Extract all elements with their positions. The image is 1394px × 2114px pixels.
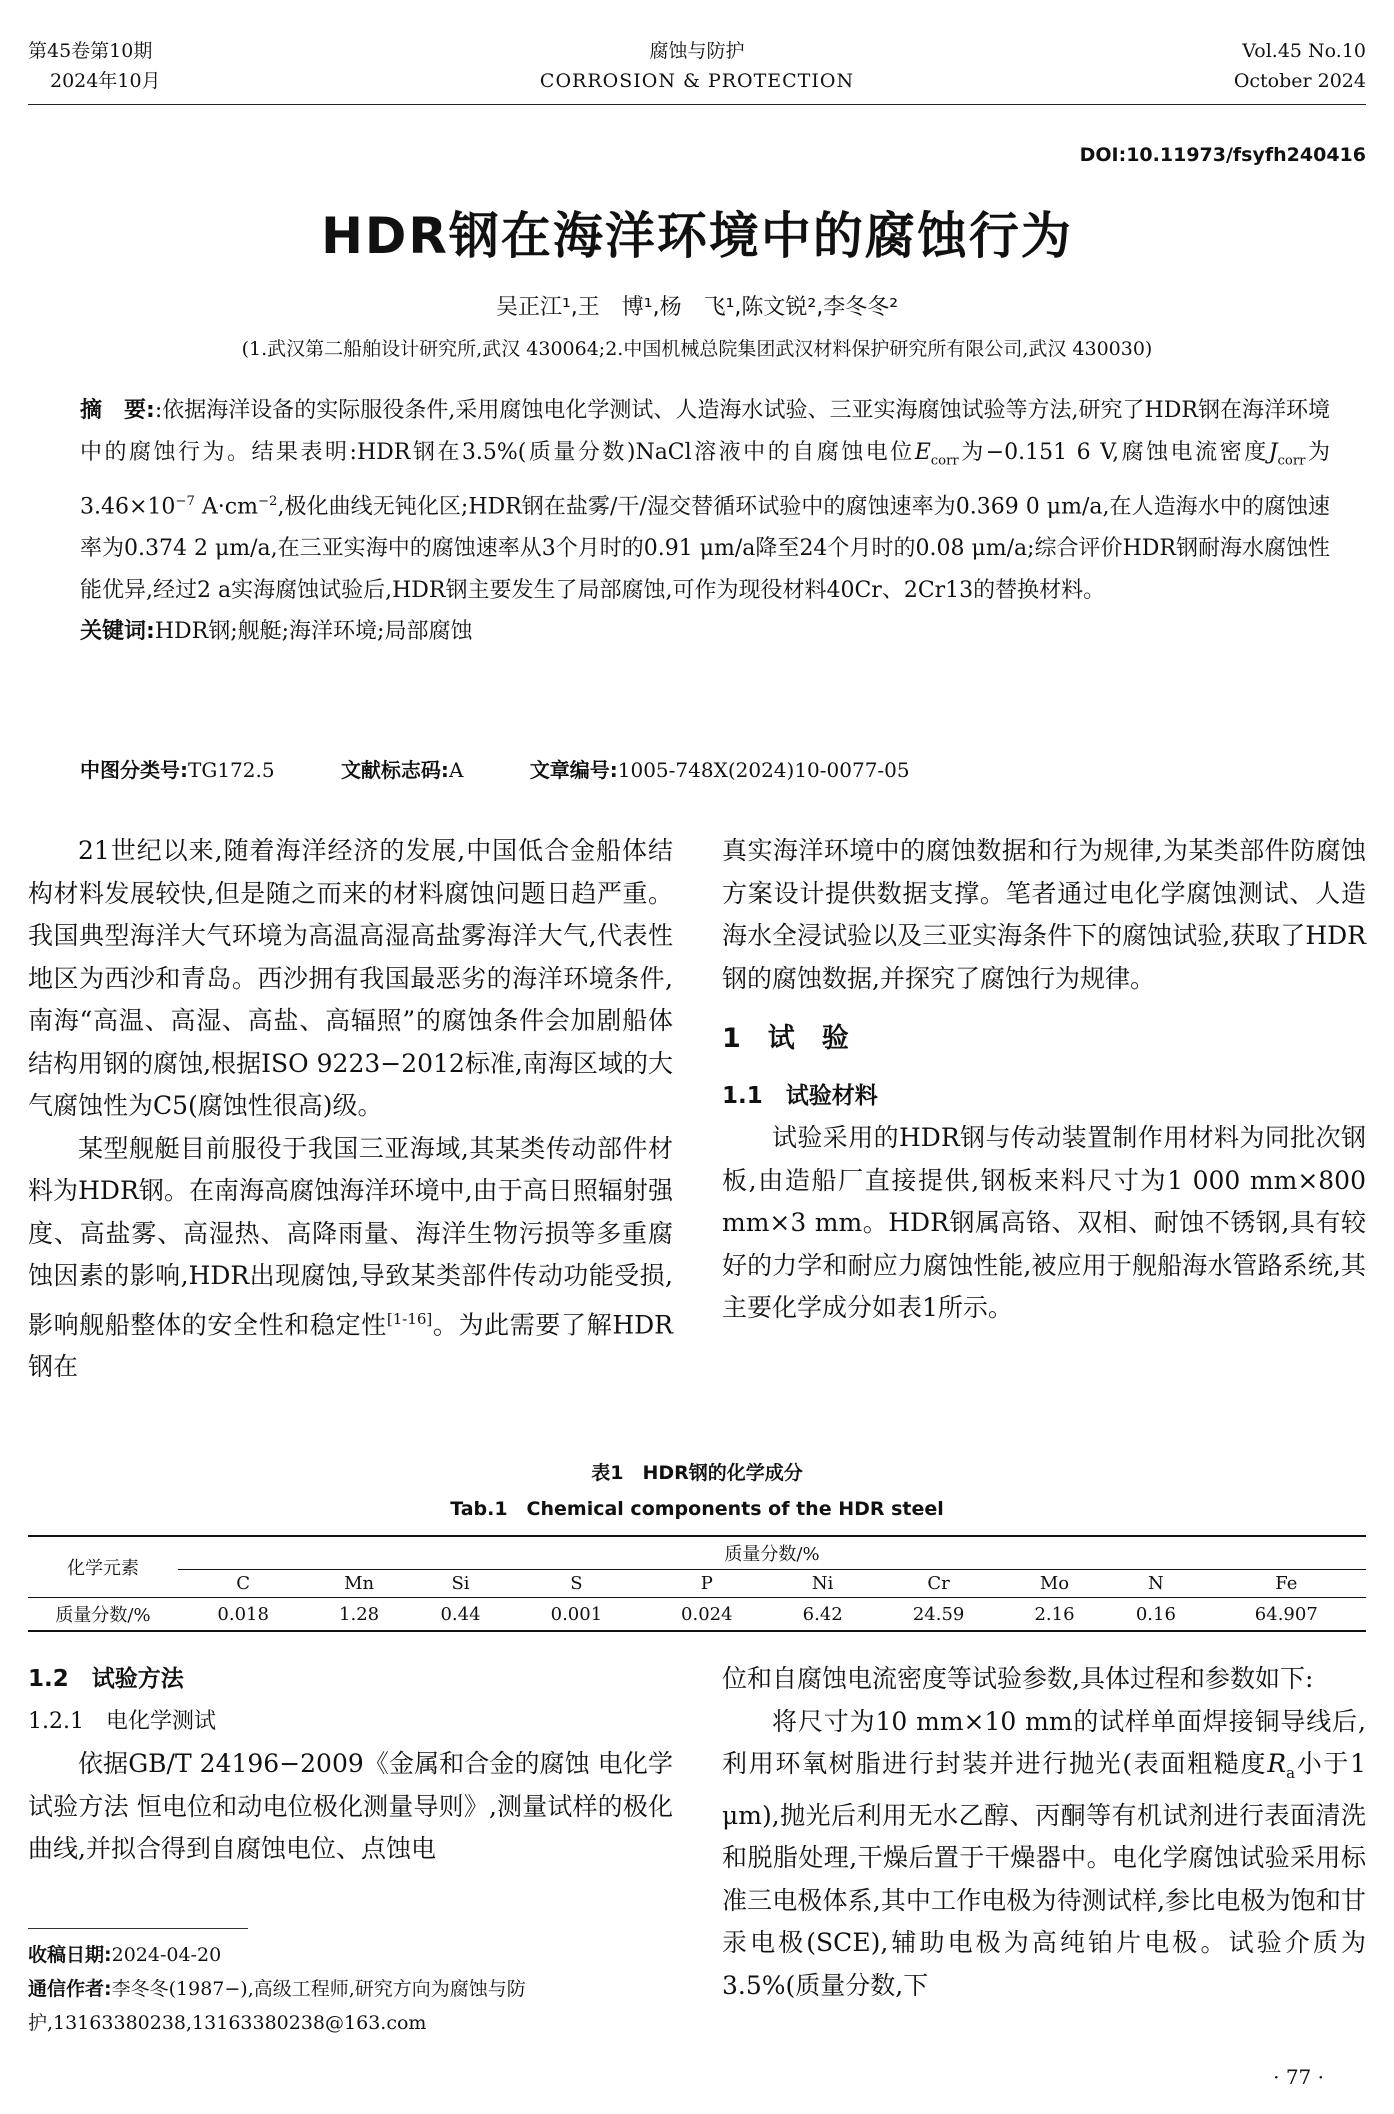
footnote: 收稿日期:2024-04-20 通信作者:李冬冬(1987−),高级工程师,研究方向为腐蚀与防护,13163380238,13163380238@163.com (28, 1944, 526, 2034)
doi[interactable]: DOI:10.11973/fsyfh240416 (1079, 144, 1366, 166)
section-heading-1-1: 1.1 试验材料 (722, 1082, 878, 1109)
paper-title: HDR钢在海洋环境中的腐蚀行为 (321, 207, 1073, 265)
table-cell: 1.28 (308, 1598, 409, 1632)
table-element-si: Si (451, 1573, 470, 1594)
table-element-ni: Ni (811, 1573, 834, 1594)
right-paragraph-2: 试验采用的HDR钢与传动装置制作用材料为同批次钢板,由造船厂直接提供,钢板来料尺寸为1 000 mm×800 mm×3 mm。HDR钢属高铬、双相、耐蚀不锈钢,具有较好的力学和耐应力腐蚀性能,被应用于舰船海水管路系统,其主要化学成分如表1所示。 (722, 1123, 1366, 1322)
chemical-composition-table (28, 1535, 1366, 1632)
affiliations: (1.武汉第二船舶设计研究所,武汉 430064;2.中国机械总院集团武汉材料保护研究所有限公司,武汉 430030) (241, 338, 1153, 360)
bottom-left-paragraph: 依据GB/T 24196−2009《金属和合金的腐蚀 电化学试验方法 恒电位和动电位极化测量导则》,测量试样的极化曲线,并拟合得到自腐蚀电位、点蚀电 (28, 1749, 673, 1863)
header-date-cn: 2024年10月 (50, 70, 161, 92)
table-element-p: P (700, 1573, 713, 1594)
table-element-s: S (570, 1573, 583, 1594)
header-rule (28, 104, 1366, 105)
table-element-mn: Mn (344, 1573, 375, 1594)
journal-title-en: CORROSION & PROTECTION (539, 70, 855, 92)
left-column (28, 830, 673, 1389)
table-cell: 0.44 (410, 1598, 511, 1632)
table-caption-en: Tab.1 Chemical components of the HDR steel (450, 1498, 944, 1520)
header-volume: 第45卷第10期 (28, 40, 153, 62)
table-value-row (28, 1598, 1366, 1632)
table-cell: 0.16 (1105, 1598, 1206, 1632)
abstract-label: 摘 要: (80, 398, 155, 423)
section-heading-1-2: 1.2 试验方法 (28, 1666, 184, 1692)
intro-paragraph-1: 21世纪以来,随着海洋经济的发展,中国低合金船体结构材料发展较快,但是随之而来的材料腐蚀问题日趋严重。我国典型海洋大气环境为高温高湿高盐雾海洋大气,代表性地区为西沙和青岛。西沙拥有我国最恶劣的海洋环境条件,南海“高温、高湿、高盐、高辐照”的腐蚀条件会加剧船体结构用钢的腐蚀,根据ISO 9223−2012标准,南海区域的大气腐蚀性为C5(腐蚀性很高)级。 (28, 836, 673, 1120)
bottom-right-paragraph-1: 位和自腐蚀电流密度等试验参数,具体过程和参数如下: (722, 1664, 1314, 1693)
table-cell: 64.907 (1207, 1598, 1366, 1632)
bottom-right-paragraph-2: 将尺寸为10 mm×10 mm的试样单面焊接铜导线后,利用环氧树脂进行封装并进行抛光(表面粗糙度$R_a$小于1 μm),抛光后利用无水乙醇、丙酮等有机试剂进行表面清洗和脱脂处理,干燥后置于干燥器中。电化学腐蚀试验采用标准三电极体系,其中工作电极为待测试样,参比电极为饱和甘汞电极(SCE),辅助电极为高纯铂片电极。试验介质为3.5%(质量分数,下 (722, 1706, 1366, 2000)
authors: 吴正江¹,王 博¹,杨 飞¹,陈文锐²,李冬冬² (495, 295, 899, 320)
abstract: 摘 要::依据海洋设备的实际服役条件,采用腐蚀电化学测试、人造海水试验、三亚实海腐蚀试验等方法,研究了HDR钢在海洋环境中的腐蚀行为。结果表明:HDR钢在3.5%(质量分数)NaCl溶液中的自腐蚀电位$E_{corr}$为−0.151 6 V,腐蚀电流密度$J_{corr}$为$3.46\times 10^{-7}$ $A\cdot cm^{-2}$,极化曲线无钝化区;HDR钢在盐雾/干/湿交替循环试验中的腐蚀速率为0.369 0 μm/a,在人造海水中的腐蚀速率为0.374 2 μm/a,在三亚实海中的腐蚀速率从3个月时的0.91 μm/a降至24个月时的0.08 μm/a;综合评价HDR钢耐海水腐蚀性能优异,经过2 a实海腐蚀试验后,HDR钢主要发生了局部腐蚀,可作为现役材料40Cr、2Cr13的替换材料。 关键词:HDR钢;舰艇;海洋环境;局部腐蚀 (80, 390, 1330, 653)
table-element-mo: Mo (1039, 1573, 1070, 1594)
section-heading-1-2-1: 1.2.1 电化学测试 (28, 1708, 216, 1734)
classification-row: 中图分类号:TG172.5 文献标志码:A 文章编号:1005-748X(2024)10-0077-05 (80, 758, 910, 782)
journal-title-cn: 腐蚀与防护 (649, 40, 745, 62)
table-cell: 0.001 (511, 1598, 641, 1632)
keywords: 关键词:HDR钢;舰艇;海洋环境;局部腐蚀 (80, 619, 473, 645)
table-cell: 2.16 (1004, 1598, 1105, 1632)
table-cell: 24.59 (873, 1598, 1003, 1632)
footnote-rule (28, 1928, 248, 1929)
table-element-fe: Fe (1275, 1573, 1298, 1594)
page-number: · 77 · (1273, 2065, 1324, 2089)
bottom-left-column (28, 1658, 673, 1871)
right-column (722, 830, 1366, 1330)
table-cell: 0.024 (642, 1598, 772, 1632)
table-group-header: 质量分数/% (178, 1536, 1366, 1570)
table-caption-cn: 表1 HDR钢的化学成分 (591, 1462, 803, 1484)
header-vol-en: Vol.45 No.10 (1242, 40, 1366, 62)
table-element-cr: Cr (927, 1573, 950, 1594)
section-heading-1: 1 试 验 (722, 1023, 849, 1054)
intro-paragraph-2: 某型舰艇目前服役于我国三亚海域,其某类传动部件材料为HDR钢。在南海高腐蚀海洋环境中,由于高日照辐射强度、高盐雾、高湿热、高降雨量、海洋生物污损等多重腐蚀因素的影响,HDR出现腐蚀,导致某类部件传动功能受损,影响舰船整体的安全性和稳定性[1-16]。为此需要了解HDR钢在 (28, 1133, 673, 1382)
table-row-label: 质量分数/% (28, 1598, 178, 1632)
citation-ref[interactable]: [1-16] (386, 1309, 433, 1328)
table-element-row (28, 1570, 1366, 1598)
table-row-header: 化学元素 (28, 1536, 178, 1598)
header-date-en: October 2024 (1233, 70, 1366, 92)
bottom-right-column (722, 1658, 1366, 2007)
table-element-n: N (1148, 1573, 1164, 1594)
table-cell: 6.42 (772, 1598, 873, 1632)
table-element-c: C (236, 1573, 251, 1594)
right-paragraph-1: 真实海洋环境中的腐蚀数据和行为规律,为某类部件防腐蚀方案设计提供数据支撑。笔者通过电化学腐蚀测试、人造海水全浸试验以及三亚实海条件下的腐蚀试验,获取了HDR钢的腐蚀数据,并探究了腐蚀行为规律。 (722, 836, 1366, 993)
table-cell: 0.018 (178, 1598, 308, 1632)
